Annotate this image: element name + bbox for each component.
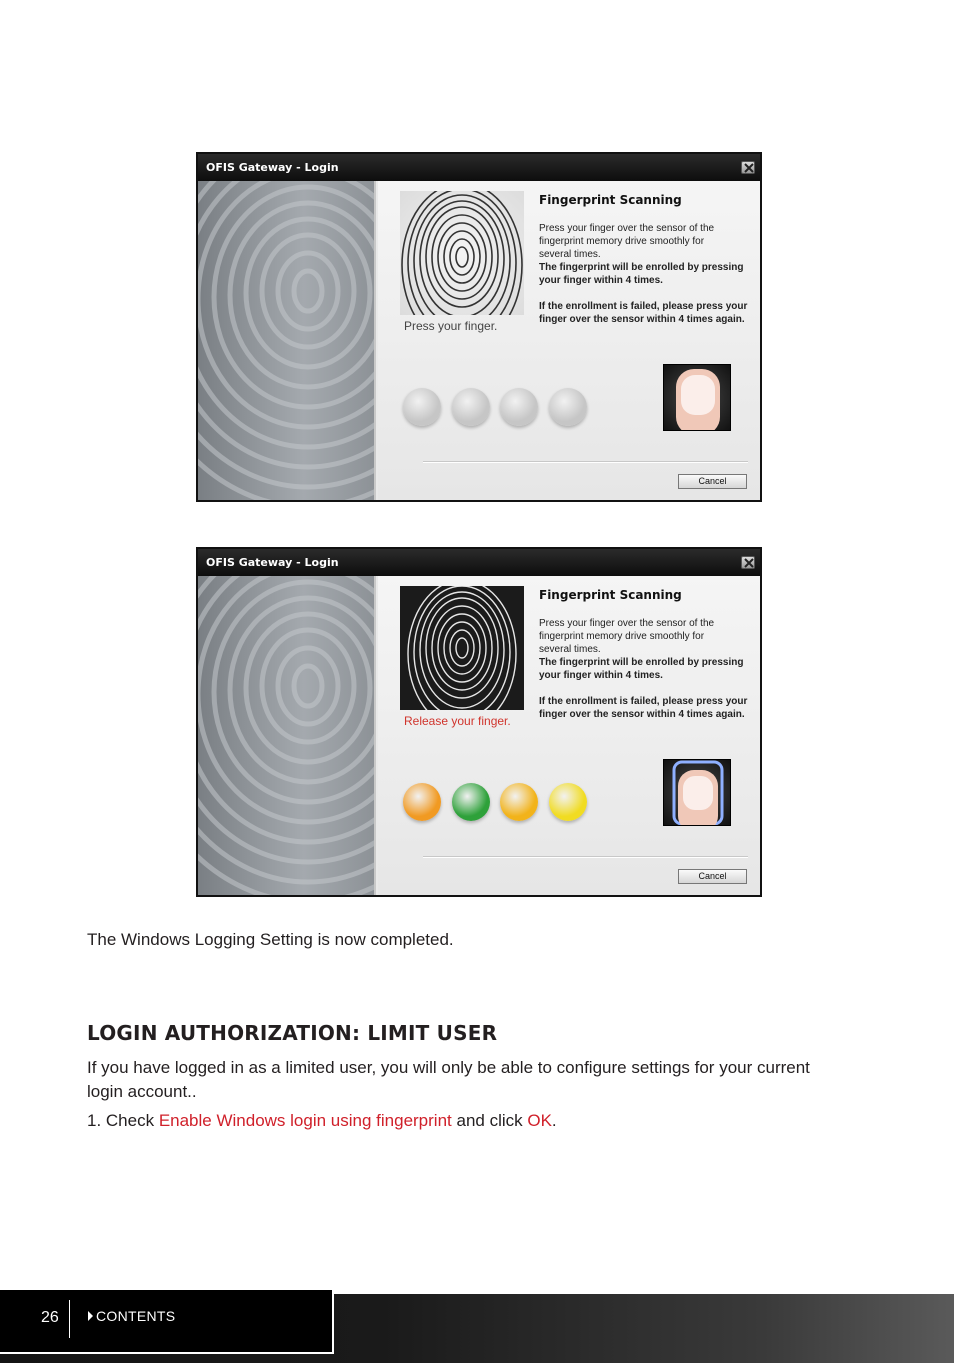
- instruction-note-line: If the enrollment is failed, please press your: [539, 301, 748, 312]
- progress-dot: [549, 783, 587, 821]
- progress-dot: [403, 388, 441, 426]
- fingerprint-image: [400, 586, 524, 710]
- instruction-line: Press your finger over the sensor of the: [539, 223, 715, 234]
- fingerprint-dialog-1: [196, 152, 762, 502]
- instruction-bold-line: The fingerprint will be enrolled by pressing: [539, 657, 744, 668]
- close-icon[interactable]: [741, 161, 755, 174]
- instruction-line: fingerprint memory drive smoothly for: [539, 631, 705, 642]
- instruction-note-line: finger over the sensor within 4 times again.: [539, 709, 745, 720]
- progress-dots: [403, 783, 603, 823]
- section-title: LOGIN AUTHORIZATION: LIMIT USER: [87, 1021, 498, 1045]
- fingerprint-dialog-2: [196, 547, 762, 897]
- progress-dot: [500, 783, 538, 821]
- instruction-note-line: If the enrollment is failed, please press your: [539, 696, 748, 707]
- progress-dot: [403, 783, 441, 821]
- scan-status-label: Release your finger.: [404, 714, 511, 728]
- progress-dot: [452, 783, 490, 821]
- instruction-bold-line: your finger within 4 times.: [539, 275, 663, 286]
- dialog-body: [378, 181, 760, 500]
- instruction-note-line: finger over the sensor within 4 times again.: [539, 314, 745, 325]
- sensor-finger-icon: [663, 759, 731, 826]
- dialog-heading: Fingerprint Scanning: [539, 193, 682, 207]
- instructions: [539, 222, 749, 326]
- contents-link[interactable]: [88, 1308, 175, 1324]
- progress-dot: [549, 388, 587, 426]
- fingerprint-image: [400, 191, 524, 315]
- dialog-body: [378, 576, 760, 895]
- instruction-line: several times.: [539, 249, 601, 260]
- instruction-line: fingerprint memory drive smoothly for: [539, 236, 705, 247]
- progress-dots: [403, 388, 603, 428]
- contents-label: CONTENTS: [96, 1308, 176, 1324]
- step-prefix: 1. Check: [87, 1111, 159, 1130]
- fingerprint-swirl-panel: [198, 576, 376, 895]
- dialog-title: OFIS Gateway - Login: [198, 154, 760, 181]
- step-suffix: .: [551, 1111, 557, 1130]
- scan-status-label: Press your finger.: [404, 319, 498, 333]
- instruction-line: Press your finger over the sensor of the: [539, 618, 715, 629]
- ok-link[interactable]: OK: [527, 1111, 552, 1130]
- step-mid: and click: [451, 1111, 528, 1130]
- cancel-button[interactable]: Cancel: [678, 474, 747, 489]
- dialog-heading: Fingerprint Scanning: [539, 588, 682, 602]
- sensor-finger-icon: [663, 364, 731, 431]
- completed-paragraph: The Windows Logging Setting is now completed.: [87, 930, 454, 949]
- divider: [423, 461, 748, 462]
- instruction-bold-line: The fingerprint will be enrolled by pressing: [539, 262, 744, 273]
- divider: [423, 856, 748, 857]
- close-icon[interactable]: [741, 556, 755, 569]
- instructions: [539, 617, 749, 721]
- instruction-line: several times.: [539, 644, 601, 655]
- fingerprint-swirl-panel: [198, 181, 376, 500]
- dialog-title: OFIS Gateway - Login: [198, 549, 760, 576]
- progress-dot: [452, 388, 490, 426]
- enable-fingerprint-login-link[interactable]: Enable Windows login using fingerprint: [158, 1111, 452, 1130]
- cancel-button[interactable]: Cancel: [678, 869, 747, 884]
- page-number: 26: [41, 1309, 59, 1326]
- triangle-right-icon: [88, 1311, 93, 1321]
- step-1: [87, 1111, 557, 1131]
- footer-divider: [69, 1300, 70, 1338]
- intro-paragraph: If you have logged in as a limited user, you will only be able to configure settings for your current login account..: [87, 1058, 810, 1101]
- instruction-bold-line: your finger within 4 times.: [539, 670, 663, 681]
- progress-dot: [500, 388, 538, 426]
